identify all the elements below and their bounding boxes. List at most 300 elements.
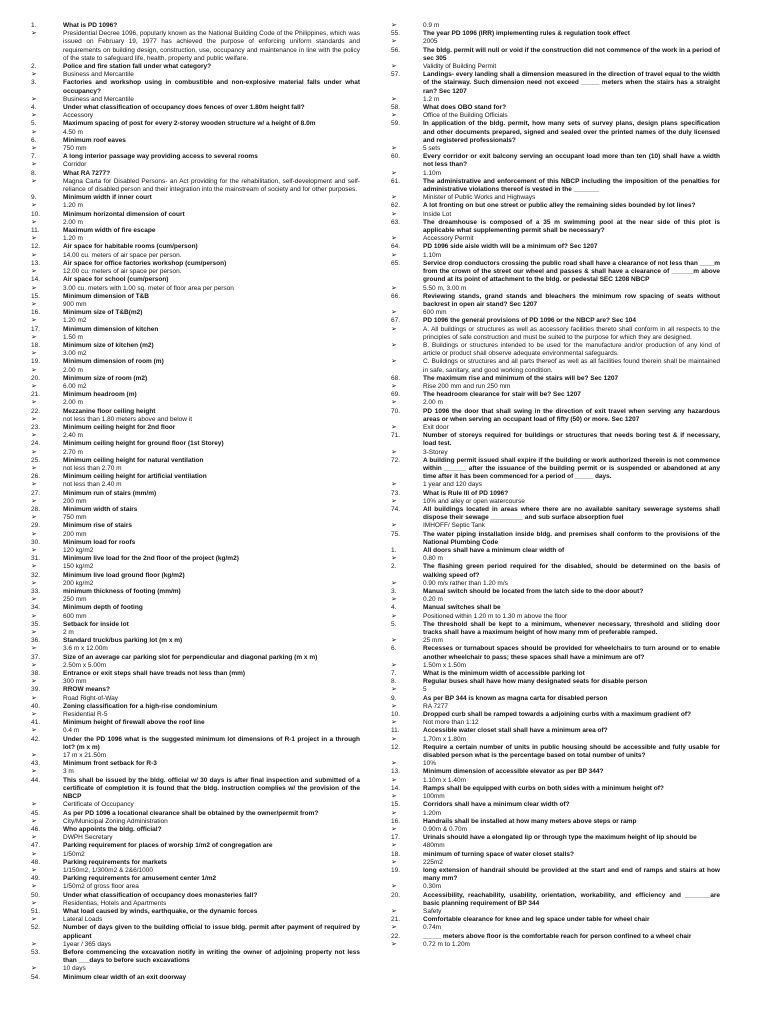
answer-text: 1.20 m [63, 235, 83, 243]
question-item [31, 654, 360, 662]
question-text: Size of an average car parking slot for perpendicular and diagonal parking (m x m) [63, 653, 318, 661]
item-number: 32. [31, 571, 41, 579]
question-text: Setback for inside lot [63, 620, 129, 628]
question-text: Factories and workshop using in combustible and non-explosive material falls under what occupancy? [63, 79, 360, 95]
answer-item [31, 867, 360, 875]
answer-text: 1.10m x 1.40m [423, 776, 466, 784]
arrow-bullet-icon: ➢ [31, 317, 37, 325]
question-item [391, 153, 720, 169]
answer-text: 5 sets [423, 145, 441, 153]
answer-text: 225m2 [423, 858, 443, 866]
answer-text: B. Buildings or structures intended to be used for the manufacture and/or production of any kind of article or product shall observe adequate environmental safeguards. [423, 341, 720, 358]
answer-text: not less than 1.80 meters above and below it [63, 415, 192, 423]
arrow-bullet-icon: ➢ [391, 145, 397, 153]
item-number: 69. [391, 391, 401, 399]
question-item [31, 621, 360, 629]
item-number: 43. [31, 760, 41, 768]
answer-item [31, 465, 360, 473]
answer-text: 0.72 m to 1.20m [423, 940, 470, 948]
answer-text: 100mm [423, 793, 445, 801]
question-text: Maximum width of fire escape [63, 227, 156, 235]
item-number: 71. [391, 432, 401, 440]
item-number: 21. [391, 916, 401, 924]
item-number: 4. [391, 604, 397, 612]
question-item [391, 727, 720, 735]
arrow-bullet-icon: ➢ [31, 514, 37, 522]
question-item [31, 309, 360, 317]
answer-text: 3.00 cu. meters with 1.00 sq. meter of floor area per person [63, 284, 234, 292]
question-text: Under what classification of occupancy does monasteries fall? [63, 891, 258, 899]
question-item [31, 260, 360, 268]
arrow-bullet-icon: ➢ [31, 284, 37, 292]
question-item [31, 522, 360, 530]
answer-item [31, 30, 360, 63]
arrow-bullet-icon: ➢ [391, 251, 397, 259]
answer-item [31, 900, 360, 908]
question-item [31, 211, 360, 219]
question-item [31, 424, 360, 432]
question-text: Minimum rise of stairs [63, 522, 132, 530]
question-item [391, 293, 720, 309]
arrow-bullet-icon: ➢ [31, 817, 37, 825]
item-number: 39. [31, 686, 41, 694]
question-item [31, 777, 360, 802]
arrow-bullet-icon: ➢ [31, 481, 37, 489]
arrow-bullet-icon: ➢ [391, 793, 397, 801]
question-text: Air space for habitable rooms (cum/person) [63, 243, 198, 251]
question-item [31, 391, 360, 399]
answer-item [31, 317, 360, 325]
arrow-bullet-icon: ➢ [31, 883, 37, 891]
item-number: 14. [391, 784, 401, 792]
item-number: 21. [31, 391, 41, 399]
answer-item [31, 514, 360, 522]
question-item [31, 736, 360, 752]
question-item [31, 539, 360, 547]
answer-text: 12.00 cu. meters of air space per person. [63, 268, 182, 276]
question-item [31, 293, 360, 301]
arrow-bullet-icon: ➢ [391, 497, 397, 505]
item-number: 8. [31, 169, 37, 177]
question-item [391, 834, 720, 842]
answer-text: 2.00 m [63, 366, 83, 374]
answer-text: 5 [423, 686, 427, 694]
item-number: 45. [31, 809, 41, 817]
answer-item [31, 481, 360, 489]
answer-item [391, 252, 720, 260]
item-number: 35. [31, 620, 41, 628]
question-text: Zoning classification for a high-rise condominium [63, 702, 218, 710]
answer-item [31, 383, 360, 391]
item-number: 65. [391, 259, 401, 267]
question-text: All buildings located in areas where there are no available sanitary sewerage systems shall dispose their sewage _________ and sub surface absorption fuel [423, 505, 720, 522]
arrow-bullet-icon: ➢ [31, 71, 37, 79]
answer-item [31, 432, 360, 440]
item-number: 14. [31, 276, 41, 284]
answer-item [31, 350, 360, 358]
answer-text: 0.4 m [63, 727, 80, 735]
item-number: 31. [31, 555, 41, 563]
item-number: 13. [391, 768, 401, 776]
item-number: 10. [31, 210, 41, 218]
item-number: 20. [391, 891, 401, 899]
answer-item [31, 711, 360, 719]
answer-item [31, 178, 360, 194]
answer-item [391, 449, 720, 457]
arrow-bullet-icon: ➢ [31, 382, 37, 390]
answer-text: IMHOFF/ Septic Tank [423, 522, 486, 530]
question-text: Maximum spacing of post for every 2-storey wooden structure w/ a height of 8.0m [63, 120, 316, 128]
arrow-bullet-icon: ➢ [391, 719, 397, 727]
answer-text: Accessory Permit [423, 235, 474, 243]
answer-text: Business and Mercantile [63, 71, 134, 79]
item-number: 37. [31, 653, 41, 661]
question-item [391, 506, 720, 522]
question-text: Number of storeys required for buildings or structures that needs boring test & if necessary, load test. [423, 432, 720, 448]
arrow-bullet-icon: ➢ [391, 399, 397, 407]
question-text: Handrails shall be installed at how many meters above steps or ramp [423, 817, 637, 825]
question-item [391, 219, 720, 235]
question-text: Comfortable clearance for knee and leg space under table for wheel chair [423, 916, 650, 924]
item-number: 73. [391, 489, 401, 497]
answer-item [391, 908, 720, 916]
answer-item [31, 367, 360, 375]
item-number: 17. [31, 325, 41, 333]
question-item [391, 744, 720, 760]
left-column [31, 22, 360, 982]
question-text: As per PD 1096 a locational clearance shall be obtained by the owner/permit from? [63, 809, 319, 817]
question-text: Urinals should have a elongated lip or through type the maximum height of lip should be [423, 834, 697, 842]
arrow-bullet-icon: ➢ [391, 760, 397, 768]
item-number: 57. [391, 71, 401, 79]
answer-text: Certificate of Occupancy [63, 801, 134, 809]
question-text: Dropped curb shall be ramped towards a adjoining curbs with a maximum gradient of? [423, 711, 691, 719]
question-text: Air space for school (cum/person) [63, 276, 169, 284]
answer-text: Validity of Building Permit [423, 63, 497, 71]
arrow-bullet-icon: ➢ [391, 358, 397, 366]
arrow-bullet-icon: ➢ [31, 235, 37, 243]
question-text: The maximum rise and minimum of the stairs will be? Sec 1207 [423, 374, 619, 382]
item-number: 6. [391, 645, 397, 653]
question-text: Number of days given to the building official to issue bldg. permit after payment of required by applicant [63, 924, 360, 940]
question-item [391, 604, 720, 612]
question-item [31, 457, 360, 465]
answer-item [31, 834, 360, 842]
arrow-bullet-icon: ➢ [31, 940, 37, 948]
question-item [31, 842, 360, 850]
item-number: 1. [31, 22, 37, 29]
arrow-bullet-icon: ➢ [391, 702, 397, 710]
question-item [31, 342, 360, 350]
answer-item [391, 793, 720, 801]
question-item [391, 432, 720, 448]
arrow-bullet-icon: ➢ [391, 825, 397, 833]
question-text: minimum thickness of footing (mm/m) [63, 588, 181, 596]
question-text: Minimum load for roofs [63, 538, 136, 546]
question-item [31, 490, 360, 498]
question-text: What is PD 1096? [63, 22, 118, 29]
arrow-bullet-icon: ➢ [31, 366, 37, 374]
arrow-bullet-icon: ➢ [31, 497, 37, 505]
arrow-bullet-icon: ➢ [31, 530, 37, 538]
answer-item [391, 326, 720, 342]
question-item [391, 457, 720, 482]
arrow-bullet-icon: ➢ [391, 325, 397, 333]
item-number: 66. [391, 292, 401, 300]
answer-text: 300 mm [63, 678, 87, 686]
question-text: Minimum ceiling height for 2nd floor [63, 423, 176, 431]
answer-text: A. All buildings or structures as well as accessory facilities thereto shall conform in all respects to the principles of safe construction and must be suited to the purpose for which they are designed. [423, 325, 720, 341]
answer-text: 4.50 m [63, 128, 83, 136]
item-number: 1. [391, 547, 397, 554]
item-number: 26. [31, 473, 41, 481]
question-item [31, 892, 360, 900]
question-item [391, 317, 720, 325]
question-item [31, 358, 360, 366]
question-text: Under the PD 1096 what is the suggested minimum lot dimensions of R-1 project in a through lot? (m x m) [63, 735, 360, 751]
answer-item [391, 22, 720, 30]
answer-text: Residential R-5 [63, 711, 108, 719]
item-number: 7. [391, 670, 397, 678]
arrow-bullet-icon: ➢ [31, 128, 37, 136]
question-text: This shall be issued by the bldg. official w/ 30 days is after final inspection and submitted of a certificate of completion it is found that the bldg. instruction complies w/ the provision of the NBCP [63, 776, 360, 801]
answer-text: City/Municipal Zoning Administration [63, 817, 168, 825]
answer-item [31, 112, 360, 120]
question-text: Minimum width of stairs [63, 505, 138, 513]
item-number: 28. [31, 505, 41, 513]
item-number: 23. [31, 423, 41, 431]
item-number: 64. [391, 243, 401, 251]
question-text: Manual switch should be located from the latch side to the door about? [423, 588, 644, 596]
arrow-bullet-icon: ➢ [391, 235, 397, 243]
question-item [31, 875, 360, 883]
item-number: 2. [391, 563, 397, 571]
item-number: 34. [31, 604, 41, 612]
question-item [31, 194, 360, 202]
question-item [31, 719, 360, 727]
answer-item [31, 531, 360, 539]
question-text: What RA 7277? [63, 169, 111, 177]
arrow-bullet-icon: ➢ [31, 850, 37, 858]
answer-text: 2.70 m [63, 448, 83, 456]
answer-item [31, 449, 360, 457]
question-text: Before commencing the excavation notify in writing the owner of adjoining property not less than ___days to before such excavations [63, 948, 360, 965]
question-text: Accessibility, reachability, usability, orientation, workability, and efficiency and _______are basic planning requirement of BP 344 [423, 891, 720, 907]
arrow-bullet-icon: ➢ [391, 661, 397, 669]
item-number: 59. [391, 120, 401, 128]
question-item [31, 555, 360, 563]
question-item [391, 47, 720, 63]
arrow-bullet-icon: ➢ [391, 448, 397, 456]
item-number: 58. [391, 104, 401, 112]
answer-item [391, 383, 720, 391]
question-text: All doors shall have a minimum clear width of [423, 547, 565, 554]
answer-item [31, 161, 360, 169]
answer-text: Inside Lot [423, 210, 452, 218]
question-item [391, 104, 720, 112]
item-number: 12. [391, 743, 401, 751]
arrow-bullet-icon: ➢ [391, 858, 397, 866]
arrow-bullet-icon: ➢ [391, 686, 397, 694]
answer-text: Presidential Decree 1096, popularly known as the National Building Code of the Philippines, which was issued on February 19, 1977 has achieved the purpose of enforcing uniform standards and requirements on building design, construction, use, occupancy and maintenance in line with the policy of the state to safeguard life, health, property and public welfare. [63, 30, 360, 62]
answer-item [31, 96, 360, 104]
answer-text: 3.00 m2 [63, 350, 87, 358]
question-item [391, 892, 720, 908]
arrow-bullet-icon: ➢ [31, 145, 37, 153]
answer-text: 2 m [63, 629, 74, 637]
arrow-bullet-icon: ➢ [31, 251, 37, 259]
question-item [31, 760, 360, 768]
question-item [391, 916, 720, 924]
question-item [31, 703, 360, 711]
item-number: 55. [391, 30, 401, 38]
answer-item [31, 662, 360, 670]
question-item [31, 908, 360, 916]
answer-item [391, 736, 720, 744]
answer-item [391, 285, 720, 293]
question-item [31, 63, 360, 71]
item-number: 7. [31, 153, 37, 161]
arrow-bullet-icon: ➢ [391, 382, 397, 390]
arrow-bullet-icon: ➢ [31, 727, 37, 735]
answer-text: not less than 2.70 m [63, 464, 122, 472]
question-text: Minimum ceiling height for natural ventilation [63, 456, 204, 464]
answer-item [391, 613, 720, 621]
question-text: Require a certain number of units in public housing should be accessible and fully usable for disabled person what is the percentage based on total number of units? [423, 743, 720, 760]
arrow-bullet-icon: ➢ [31, 768, 37, 776]
question-text: PD 1096 the door that shall swing in the direction of exit travel when serving any hazardous areas or when serving an occupant load of fifty (50) or more. Sec 1207 [423, 407, 720, 423]
answer-item [31, 801, 360, 809]
answer-text: Exit door [423, 423, 449, 431]
arrow-bullet-icon: ➢ [391, 309, 397, 317]
answer-text: C. Buildings or structures and all parts thereof as well as all facilities found therein shall be maintained in safe, sanitary, and good working condition. [423, 358, 720, 374]
answer-item [31, 235, 360, 243]
answer-item [31, 301, 360, 309]
question-item [391, 563, 720, 579]
answer-text: 10 days [63, 965, 86, 973]
question-text: Minimum height of firewall above the roof line [63, 719, 205, 727]
item-number: 20. [31, 374, 41, 382]
question-item [31, 326, 360, 334]
item-number: 3. [31, 79, 37, 87]
answer-item [31, 752, 360, 760]
answer-item [31, 202, 360, 210]
question-text: A long interior passage way providing access to several rooms [63, 153, 258, 161]
answer-item [31, 580, 360, 588]
answer-text: 5.50 m, 3.00 m [423, 284, 467, 292]
answer-text: 2.00 m [63, 218, 83, 226]
item-number: 53. [31, 948, 41, 956]
answer-text: 200 mm [63, 497, 87, 505]
arrow-bullet-icon: ➢ [391, 883, 397, 891]
question-item [31, 227, 360, 235]
answer-text: 3.6 m x 12.00m [63, 645, 108, 653]
item-number: 42. [31, 735, 41, 743]
answer-item [391, 38, 720, 46]
question-text: Minimum horizontal dimension of court [63, 210, 185, 218]
answer-text: Road Right-of-Way [63, 694, 119, 702]
arrow-bullet-icon: ➢ [391, 735, 397, 743]
item-number: 49. [31, 875, 41, 883]
arrow-bullet-icon: ➢ [31, 547, 37, 554]
answer-text: 0.74m [423, 924, 442, 932]
answer-item [31, 563, 360, 571]
question-text: Manual switches shall be [423, 604, 501, 612]
answer-text: 0.30m [423, 883, 442, 891]
question-item [31, 572, 360, 580]
question-text: Minimum size of kitchen (m2) [63, 341, 154, 349]
answer-item [31, 629, 360, 637]
answer-item [391, 662, 720, 670]
answer-text: 0.20 m [423, 596, 443, 604]
answer-text: 1.20 m [63, 202, 83, 210]
question-item [391, 202, 720, 210]
answer-item [391, 309, 720, 317]
answer-text: 1.50m x 1.50m [423, 661, 466, 669]
answer-text: 1/50m2 [63, 850, 85, 858]
answer-text: 200 kg/m2 [63, 579, 94, 587]
question-text: What load caused by winds, earthquake, or the dynamic forces [63, 907, 258, 915]
answer-item [391, 924, 720, 932]
answer-item [31, 818, 360, 826]
arrow-bullet-icon: ➢ [391, 481, 397, 489]
answer-text: 10% [423, 760, 437, 768]
question-text: Minimum size of T&B(m2) [63, 309, 143, 317]
answer-item [391, 211, 720, 219]
question-text: Minimum clear width of an exit doorway [63, 973, 187, 981]
arrow-bullet-icon: ➢ [31, 202, 37, 210]
arrow-bullet-icon: ➢ [31, 866, 37, 874]
question-text: PD 1096 the general provisions of PD 1096 or the NBCP are? Sec 104 [423, 317, 637, 325]
answer-text: 6.00 m2 [63, 382, 87, 390]
arrow-bullet-icon: ➢ [391, 907, 397, 915]
answer-item [391, 63, 720, 71]
item-number: 51. [31, 907, 41, 915]
question-text: A building permit issued shall expire if the building or work authorized therein is not commence within ______ after the issuance of the building permit or is suspended or abandoned at any time after it has been commenced for a period of _____ days. [423, 456, 720, 481]
answer-item [31, 965, 360, 973]
question-item [391, 711, 720, 719]
item-number: 9. [391, 694, 397, 702]
answer-text: 750 mm [63, 514, 87, 522]
answer-text: 1/150m2, 1/300m2 & 2&6/1000 [63, 866, 153, 874]
arrow-bullet-icon: ➢ [31, 899, 37, 907]
answer-text: 1.20 m2 [63, 317, 87, 325]
answer-text: 14.00 cu. meters of air space per person. [63, 251, 182, 259]
arrow-bullet-icon: ➢ [31, 579, 37, 587]
question-text: The water piping installation inside bldg. and premises shall conform to the provisions of the National Plumbing Code [423, 530, 720, 546]
item-number: 11. [391, 727, 400, 735]
answer-text: Positioned within 1.20 m to 1.30 m above the floor [423, 612, 568, 620]
arrow-bullet-icon: ➢ [31, 177, 37, 185]
question-text: What is Rule III of PD 1096? [423, 489, 509, 497]
question-text: Minimum live load ground floor (kg/m2) [63, 571, 185, 579]
answer-text: RA 7277 [423, 702, 448, 710]
item-number: 18. [391, 850, 401, 858]
question-item [31, 104, 360, 112]
arrow-bullet-icon: ➢ [391, 555, 397, 563]
answer-text: 2.00 m [423, 399, 443, 407]
question-text: Recesses or turnabout spaces should be provided for wheelchairs to turn around or to enable another wheelchair to pass; these spaces shall have a minimum are of? [423, 645, 720, 661]
answer-item [31, 645, 360, 653]
answer-text: Accessory [63, 112, 93, 120]
arrow-bullet-icon: ➢ [31, 432, 37, 440]
answer-text: 750 mm [63, 145, 87, 153]
arrow-bullet-icon: ➢ [391, 637, 397, 645]
answer-text: 2005 [423, 38, 438, 46]
answer-item [391, 637, 720, 645]
answer-item [391, 883, 720, 891]
answer-text: Lateral Loads [63, 916, 103, 924]
